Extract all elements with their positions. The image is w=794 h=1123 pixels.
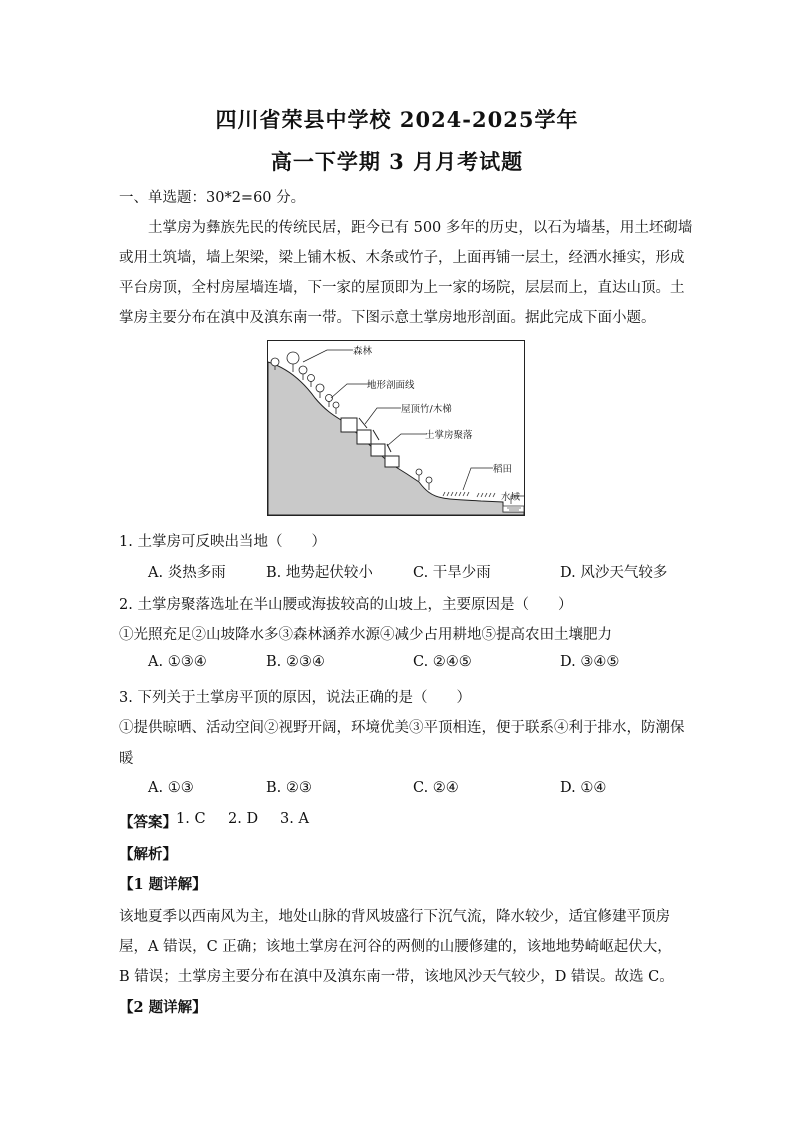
option-b: B. ②③ (266, 780, 312, 796)
answer-item: 2. D (228, 811, 259, 827)
option-d: D. ①④ (560, 780, 607, 796)
passage-line: 掌房主要分布在滇中及滇东南一带。下图示意土掌房地形剖面。据此完成下面小题。 (119, 310, 656, 326)
analysis-line: 屋，A 错误，C 正确；该地土掌房在河谷的两侧的山腰修建的，该地地势崎岖起伏大， (119, 939, 672, 955)
option-a: A. 炎热多雨 (148, 565, 226, 581)
answer-item: 1. C (176, 811, 206, 827)
option-a: A. ①③④ (148, 654, 207, 670)
question-statements-cont: 暖 (119, 751, 134, 767)
exam-title-line1: 四川省荣县中学校 2024-2025学年 (215, 107, 579, 132)
option-c: C. 干旱少雨 (413, 565, 491, 581)
question-stem: 3. 下列关于土掌房平顶的原因，说法正确的是（ ） (119, 690, 471, 706)
label-paddy: 稻田 (493, 464, 513, 475)
question-stem: 2. 土掌房聚落选址在半山腰或海拔较高的山坡上，主要原因是（ ） (119, 597, 573, 613)
analysis-line: 该地夏季以西南风为主，地处山脉的背风坡盛行下沉气流，降水较少，适宜修建平顶房 (119, 909, 670, 925)
passage-line: 平台房顶，全村房屋墙连墙，下一家的屋顶即为上一家的场院，层层而上，直达山顶。土 (119, 280, 685, 296)
label-village: 土掌房聚落 (425, 430, 473, 441)
label-profile-line: 地形剖面线 (367, 380, 415, 391)
exam-title-line2: 高一下学期 3 月月考试题 (270, 149, 524, 174)
option-a: A. ①③ (148, 780, 194, 796)
answer-label: 【答案】 (119, 814, 177, 831)
option-d: D. 风沙天气较多 (560, 565, 668, 581)
section-heading: 一、单选题：30*2=60 分。 (119, 190, 306, 206)
q1-detail-label: 【1 题详解】 (119, 876, 207, 893)
option-c: C. ②④⑤ (413, 654, 472, 670)
label-roof: 屋顶竹/木梯 (401, 404, 452, 415)
question-statements: ①光照充足②山坡降水多③森林涵养水源④减少占用耕地⑤提高农田土壤肥力 (119, 627, 612, 643)
question-statements: ①提供晾晒、活动空间②视野开阔，环境优美③平顶相连，便于联系④利于排水，防潮保 (119, 720, 685, 736)
passage-line: 土掌房为彝族先民的传统民居，距今已有 500 多年的历史，以石为墙基，用土坯砌墙 (148, 220, 693, 236)
label-water: 水域 (501, 492, 521, 503)
analysis-label: 【解析】 (119, 846, 177, 863)
terrain-profile-figure (267, 340, 525, 516)
option-c: C. ②④ (413, 780, 459, 796)
question-stem: 1. 土掌房可反映出当地（ ） (119, 534, 326, 550)
answer-item: 3. A (280, 811, 309, 827)
label-forest: 森林 (353, 346, 373, 357)
passage-line: 或用土筑墙，墙上架梁，梁上铺木板、木条或竹子，上面再铺一层土，经洒水捶实，形成 (119, 250, 685, 266)
option-d: D. ③④⑤ (560, 654, 620, 670)
analysis-line: B 错误；土掌房主要分布在滇中及滇东南一带，该地风沙天气较少，D 错误。故选 C。 (119, 969, 674, 985)
option-b: B. 地势起伏较小 (266, 565, 373, 581)
option-b: B. ②③④ (266, 654, 325, 670)
q2-detail-label: 【2 题详解】 (119, 999, 207, 1016)
water-body (503, 506, 524, 512)
